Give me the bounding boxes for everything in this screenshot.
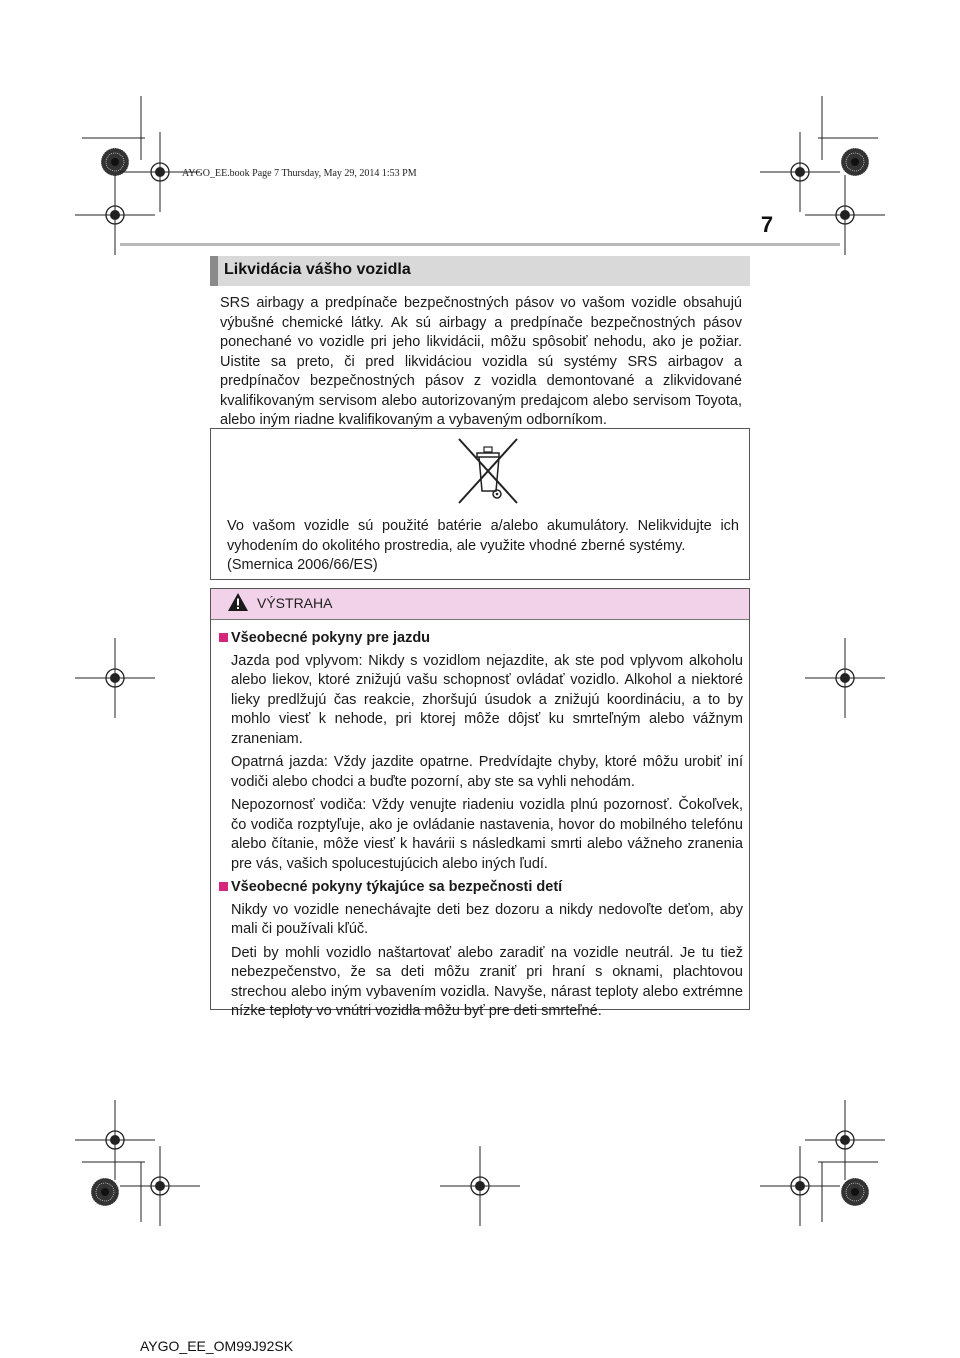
warning-group-heading — [219, 629, 743, 649]
warning-triangle-icon — [227, 592, 249, 612]
bullet-square-icon — [219, 633, 228, 642]
section-body: SRS airbagy a predpínače bezpečnostných pásov vo vašom vozidle obsahujú výbušné chemické látky. Ak sú airbagy a predpínače bezpečnostných pásov ponechané vo vozidle pri jeho likvidácii, môžu spôsobiť nehodu, ako je požiar. Uistite sa preto, či pred likvidáciou vozidla sú systémy SRS airbagov a predpínačov bezpečnostných pásov z vozidla demontované a zlikvidované kvalifikovaným servisom alebo autorizovaným predajcom alebo servisom Toyota, alebo iným riadne kvalifikovaným a vybaveným odborníkom. — [220, 295, 742, 428]
warning-paragraph: Jazda pod vplyvom: Nikdy s vozidlom nejazdite, ak ste pod vplyvom alkoholu alebo liekov, ktoré znižujú vašu schopnosť ovládať vozidlo. Alkohol a niektoré lieky predlžujú čas reakcie, zhoršujú úsudok a znižujú koordináciu, a to by mohlo viesť k nehode, pri ktorej môže dôjsť ku smrteľným alebo vážnym zraneniam. — [231, 652, 743, 747]
recycle-notice-box — [210, 428, 750, 580]
recycle-text: Vo vašom vozidle sú použité batérie a/alebo akumulátory. Nelikvidujte ich vyhodením do okolitého prostredia, ale využite vhodné zberné systémy. — [227, 518, 739, 554]
group-heading-text: Všeobecné pokyny týkajúce sa bezpečnosti detí — [231, 879, 563, 895]
crossed-out-wheelie-bin-icon — [451, 437, 525, 505]
warning-content — [219, 629, 743, 1026]
warning-title: VÝSTRAHA — [257, 595, 333, 611]
warning-paragraph: Deti by mohli vozidlo naštartovať alebo zaradiť na vozidle neutrál. Je tu tiež nebezpečenstvo, že sa deti môžu zraniť pri hraní s oknami, plachtovou strechou alebo iným vybavením vozidla. Navyše, nárast teploty alebo extrémne nízke teploty vo vnútri vozidla môžu byť pre deti smrteľné. — [231, 944, 743, 1019]
bullet-square-icon — [219, 882, 228, 891]
warning-header — [211, 589, 749, 620]
bottom-marks — [75, 1100, 885, 1226]
footer-code: AYGO_EE_OM99J92SK — [140, 1338, 294, 1354]
recycle-directive: (Smernica 2006/66/ES) — [227, 557, 378, 573]
header-rule — [120, 243, 840, 246]
warning-paragraph: Opatrná jazda: Vždy jazdite opatrne. Predvídajte chyby, ktoré môžu urobiť iní vodiči alebo chodci a buďte pozorní, aby ste sa vyhli nehodám. — [231, 754, 743, 790]
warning-group-heading — [219, 878, 743, 898]
warning-paragraph: Nikdy vo vozidle nenechávajte deti bez dozoru a nikdy nedovoľte deťom, aby mali či používali kľúč. — [231, 901, 743, 937]
page-number: 7 — [760, 212, 774, 237]
group-heading-text: Všeobecné pokyny pre jazdu — [231, 630, 431, 646]
section-title: Likvidácia vášho vozidla — [224, 261, 411, 278]
book-info-header: AYGO_EE.book Page 7 Thursday, May 29, 2014 1:53 PM — [182, 168, 417, 179]
recycle-notice-text — [227, 517, 739, 576]
section-heading — [210, 256, 750, 286]
warning-box — [210, 588, 750, 1019]
warning-paragraph: Nepozornosť vodiča: Vždy venujte riadeniu vozidla plnú pozornosť. Čokoľvek, čo vodiča rozptyľuje, ako je ovládanie nastavenia, hovor do mobilného telefónu alebo čítanie, môže viesť k havárii s následkami smrti alebo vážneho zranenia pre vás, vašich spolucestujúcich alebo iných ľudí. — [231, 797, 743, 872]
